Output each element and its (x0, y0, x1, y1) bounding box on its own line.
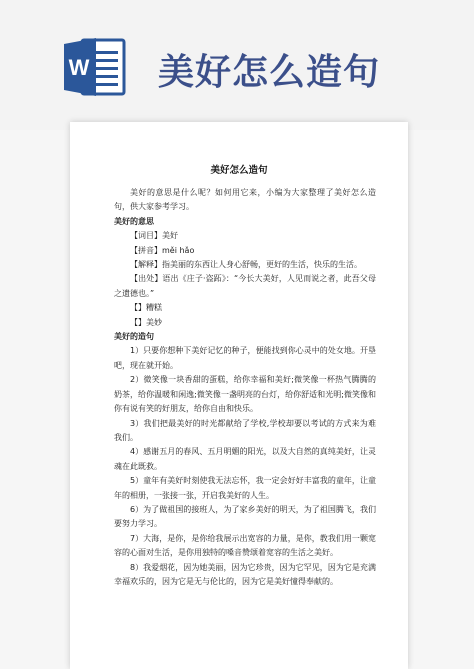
paragraph: 4）感谢五月的春风、五月明媚的阳光，以及大自然的真纯美好，让灵魂在此既救。 (114, 447, 376, 471)
section-heading: 美好的意思 (114, 216, 154, 226)
paragraph: 美好的意思是什么呢？如何用它来，小编为大家整理了美好怎么造句，供大家参考学习。 (114, 188, 376, 212)
paragraph: 7）大海，是你，是你给我展示出宽容的力量，是你，教我们用一颗宽容的心面对生活，是你用独特的嗓音赞颂着宽容的生活之美好。 (114, 533, 376, 558)
paragraph: 【】美妙 (130, 317, 162, 327)
paragraph: 【解释】指美丽的东西让人身心舒畅，更好的生活，快乐的生活。 (130, 260, 362, 270)
banner-title: 美好怎么造句 (158, 52, 381, 93)
paragraph: 8）我爱烟花，因为她美丽，因为它珍贵，因为它罕见，因为它是充满幸福欢乐的，因为它是无与伦比的，因为它是美好憧得奉献的。 (114, 562, 376, 586)
paragraph: 【】糟糕 (130, 303, 162, 313)
document-title: 美好怎么造句 (210, 165, 268, 176)
word-icon-letter: W (68, 55, 90, 80)
paragraph: 【出处】语出《庄子·盗跖》：“今长大美好，人见而说之者，此吾父母之遗德也。” (114, 274, 376, 298)
paragraph: 【拼音】měi hǎo (130, 245, 195, 255)
paragraph: 2）微笑像一块香甜的蛋糕，给你幸福和美好;微笑像一杯热气腾腾的奶茶，给你温暖和闲逸;微笑像一盏明亮的台灯，给你舒适和光明;微笑像和你有说有笑的好朋友，给你自由和快乐。 (114, 375, 376, 414)
document-body (114, 186, 376, 589)
word-document-icon (62, 36, 128, 98)
paragraph: 3）我们把最美好的时光都献给了学校,学校却要以考试的方式来为难我们。 (114, 418, 376, 442)
paragraph: 1）只要你想种下美好记忆的种子，便能找到你心灵中的处女地。开垦吧，现在就开始。 (114, 346, 376, 370)
paragraph: 5）童年有美好时刻使我无法忘怀，我一定会好好丰富我的童年，让童年的相册，一张接一张，开启我美好的人生。 (114, 476, 376, 500)
paragraph: 【词目】美好 (130, 231, 178, 241)
section-heading: 美好的造句 (114, 332, 154, 342)
document-page (70, 122, 408, 669)
paragraph: 6）为了做祖国的接班人，为了家乡美好的明天，为了祖国腾飞，我们要努力学习。 (114, 504, 376, 529)
